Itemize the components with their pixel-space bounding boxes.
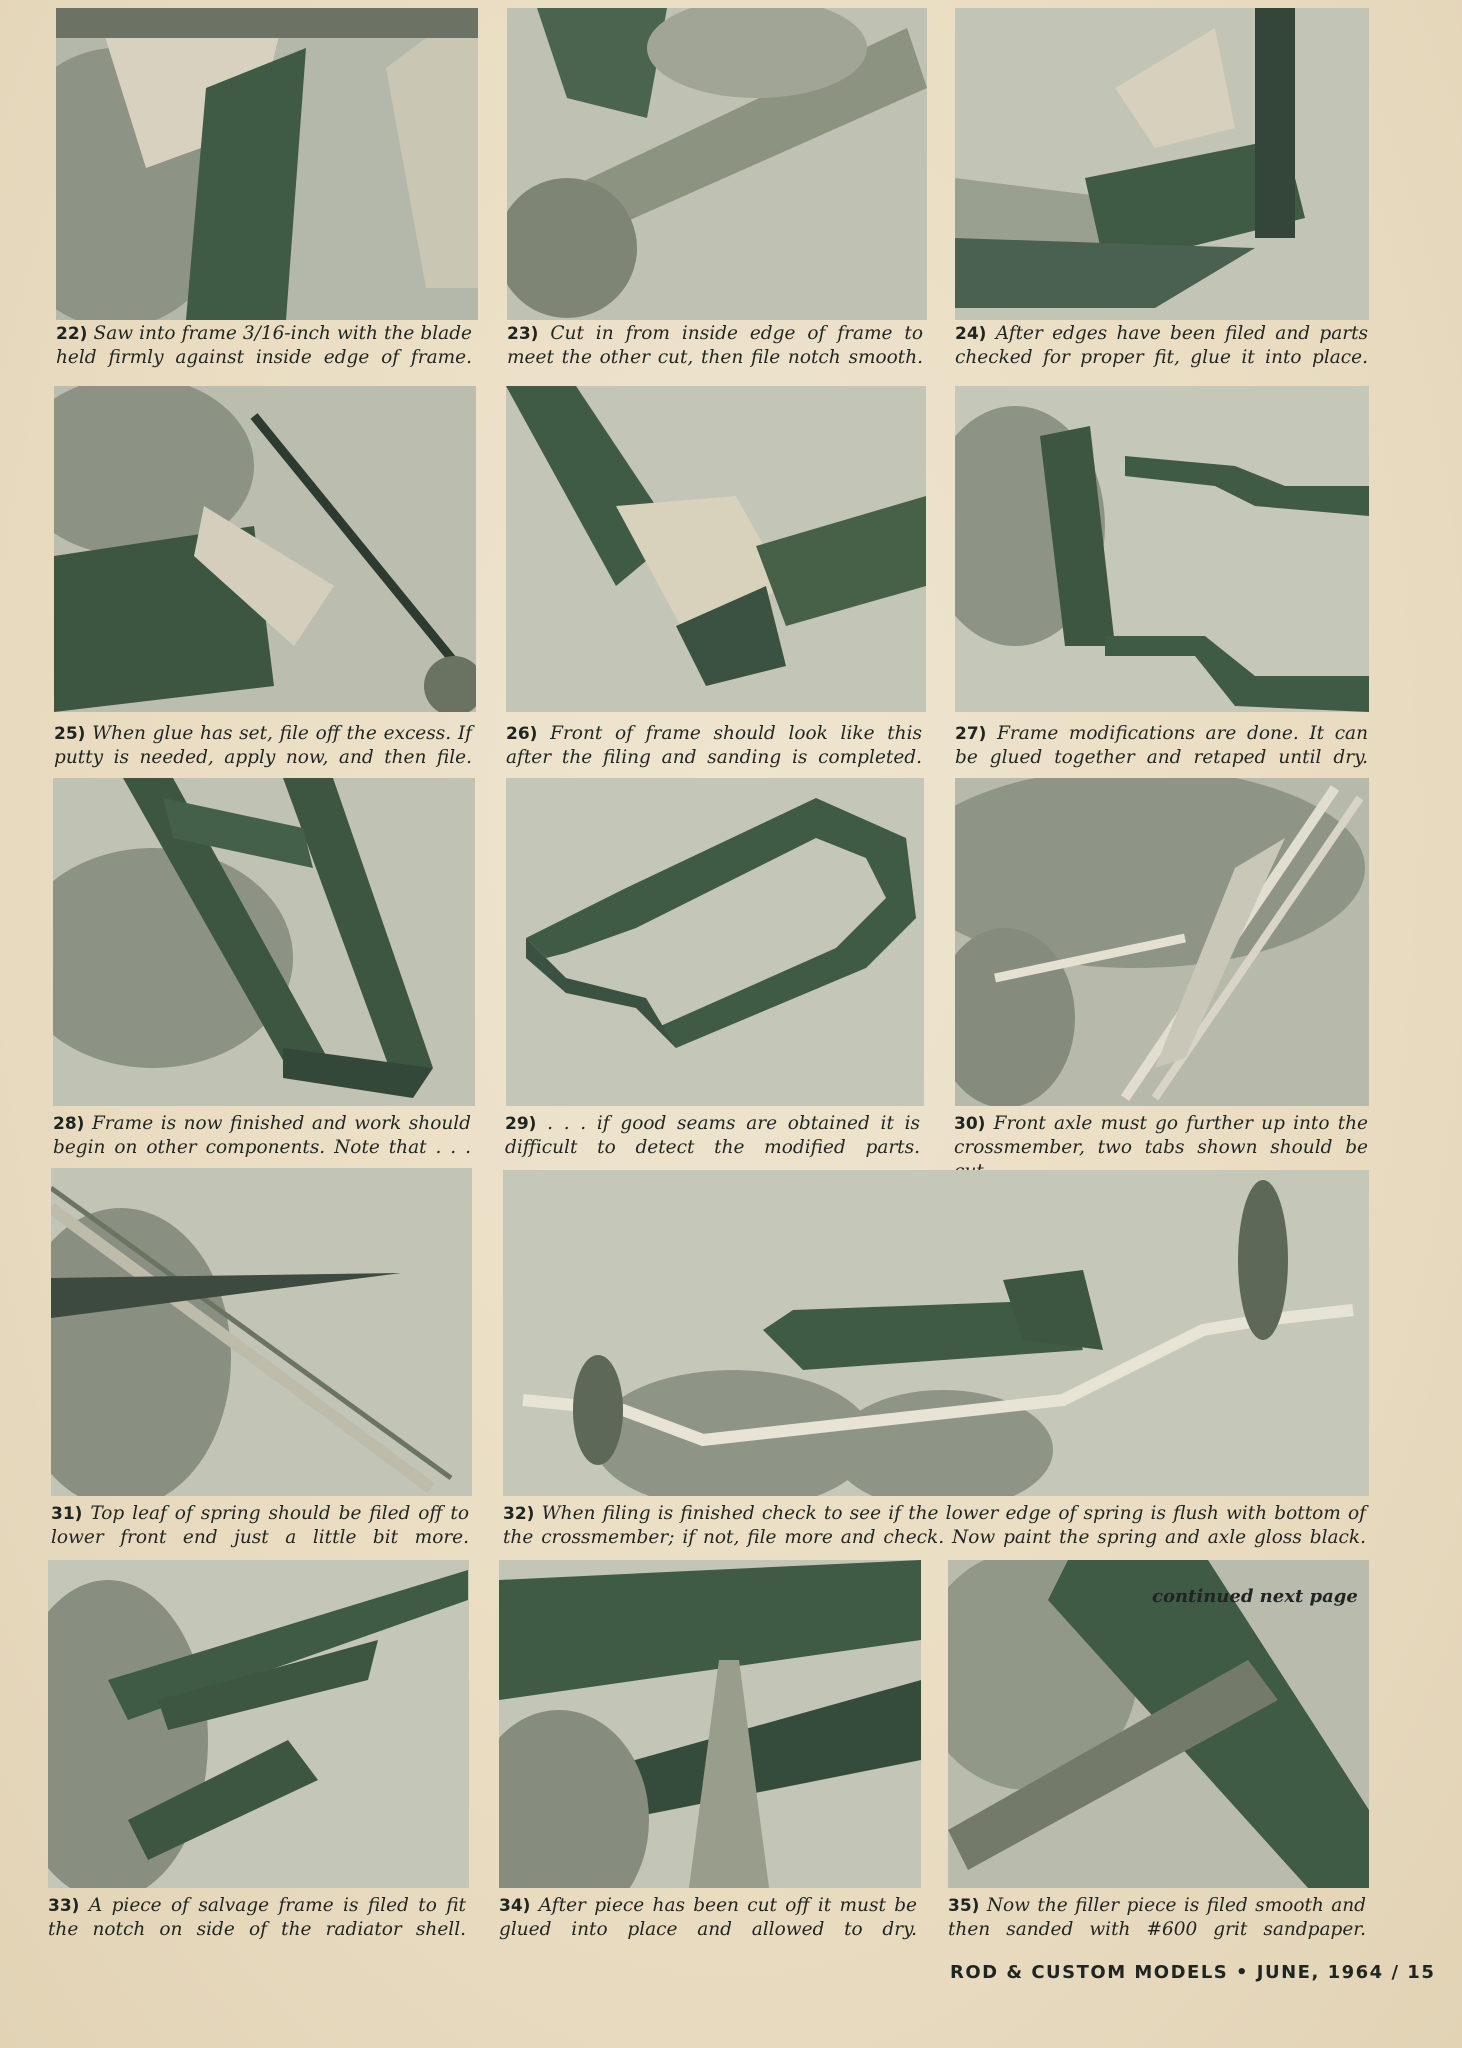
photo-32 <box>503 1170 1369 1496</box>
photo-30 <box>955 778 1369 1106</box>
continued-next-page: continued next page <box>1152 1586 1358 1607</box>
page-footer: ROD & CUSTOM MODELS • JUNE, 1964 / 15 <box>950 1962 1436 1983</box>
photo-22 <box>56 8 478 320</box>
photo-29 <box>506 778 924 1106</box>
photo-23 <box>507 8 927 320</box>
caption-25: 25) When glue has set, file off the excess. If putty is needed, apply now, and then file. <box>54 723 472 768</box>
caption-26: 26) Front of frame should look like this after the filing and sanding is completed. <box>506 723 922 768</box>
caption-33: 33) A piece of salvage frame is filed to fit the notch on side of the radiator shell. <box>48 1895 466 1940</box>
photo-26 <box>506 386 926 712</box>
caption-22: 22) Saw into frame 3/16-inch with the blade held firmly against inside edge of frame. <box>56 323 472 368</box>
photo-31 <box>51 1168 472 1496</box>
photo-34 <box>499 1560 921 1888</box>
caption-32: 32) When filing is finished check to see if the lower edge of spring is flush with bottom of the crossmember; if not, file more and check. Now paint the spring and axle gloss black. <box>503 1503 1366 1548</box>
caption-28: 28) Frame is now finished and work should begin on other components. Note that . . . <box>53 1113 471 1158</box>
caption-34: 34) After piece has been cut off it must be glued into place and allowed to dry. <box>499 1895 917 1940</box>
caption-30: 30) Front axle must go further up into the crossmember, two tabs shown should be <box>954 1113 1368 1158</box>
photo-24 <box>955 8 1369 320</box>
photo-25 <box>54 386 476 712</box>
caption-29: 29) . . . if good seams are obtained it is difficult to detect the modified parts. <box>505 1113 920 1158</box>
photo-27 <box>955 386 1369 712</box>
photo-35 <box>948 1560 1369 1888</box>
photo-28 <box>53 778 475 1106</box>
photo-33 <box>48 1560 469 1888</box>
caption-35: 35) Now the filler piece is filed smooth and then sanded with #600 grit sandpaper. <box>948 1895 1366 1940</box>
caption-27: 27) Frame modifications are done. It can be glued together and retaped until dry. <box>955 723 1368 768</box>
caption-23: 23) Cut in from inside edge of frame to meet the other cut, then file notch smooth. <box>507 323 923 368</box>
caption-24: 24) After edges have been filed and parts checked for proper fit, glue it into place. <box>955 323 1368 368</box>
caption-31: 31) Top leaf of spring should be filed off to lower front end just a little bit more. <box>51 1503 469 1548</box>
